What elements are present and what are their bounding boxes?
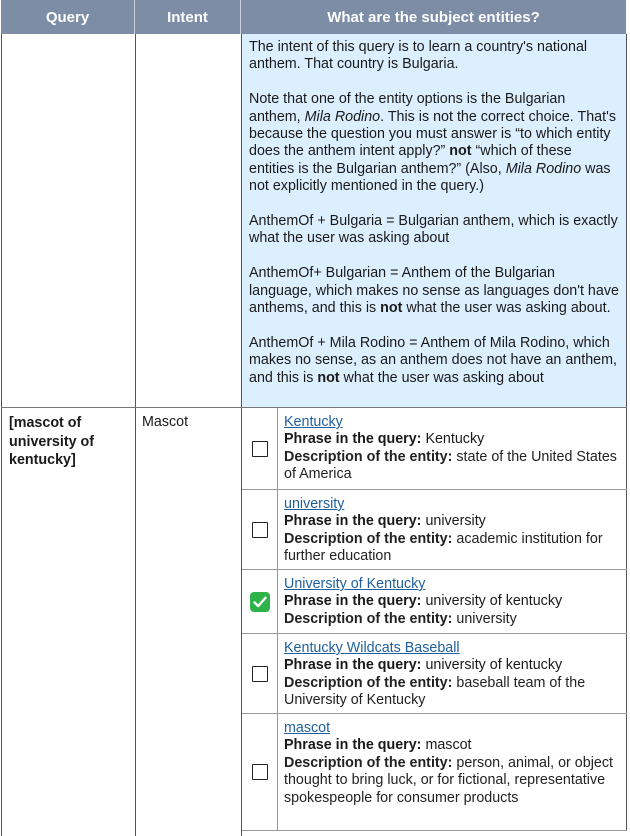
column-header-subject-entities: What are the subject entities? <box>241 0 626 34</box>
entity-row <box>242 570 626 634</box>
grid-line <box>242 569 627 570</box>
entity-link[interactable]: University of Kentucky <box>284 576 426 592</box>
entity-link[interactable]: Kentucky <box>284 414 343 430</box>
entity-description: Description of the entity: state of the United States of America <box>284 448 617 483</box>
explanation-paragraph-bulgaria: AnthemOf + Bulgaria = Bulgarian anthem, which is exactly what the user was asking about <box>249 213 618 247</box>
grid-line <box>135 34 136 836</box>
grid-line <box>241 34 242 836</box>
query-text: [mascot of university of kentucky] <box>9 415 95 468</box>
explanation-paragraph-bulgarian: AnthemOf+ Bulgarian = Anthem of the Bulgarian language, which makes no sense as languages don't have anthems, and this is not what the user was asking about. <box>249 265 619 317</box>
column-header-query: Query <box>1 0 135 34</box>
entity-link[interactable]: university <box>284 496 345 512</box>
entity-row <box>242 714 626 830</box>
entity-row <box>242 408 626 490</box>
entity-phrase: Phrase in the query: Kentucky <box>284 431 485 448</box>
grid-line <box>1 34 2 836</box>
entity-description: Description of the entity: university <box>284 610 517 627</box>
entity-checkbox[interactable] <box>252 666 268 682</box>
grid-line <box>242 633 627 634</box>
entity-description: Description of the entity: baseball team of the University of Kentucky <box>284 674 586 709</box>
entity-link[interactable]: mascot <box>284 720 331 736</box>
entity-phrase: Phrase in the query: university of kentucky <box>284 657 563 674</box>
explanation-paragraph-note: Note that one of the entity options is the Bulgarian anthem, Mila Rodino. This is not the correct choice. That's because the question you must answer is “to which entity does the anthem intent apply?” not “which of these entities is the Bulgarian anthem?” (Also, Mila Rodino was not explicitly mentioned in the query.) <box>249 91 616 195</box>
entity-checkbox[interactable] <box>252 441 268 457</box>
grid-line <box>242 489 627 490</box>
explanation-cell <box>242 34 626 407</box>
entity-description: Description of the entity: academic institution for further education <box>284 530 603 565</box>
intent-text: Mascot <box>142 414 189 430</box>
entity-phrase: Phrase in the query: mascot <box>284 737 472 754</box>
grid-line <box>242 830 627 831</box>
entity-checkbox[interactable] <box>252 522 268 538</box>
entity-link[interactable]: Kentucky Wildcats Baseball <box>284 640 460 656</box>
explanation-paragraph-intent: The intent of this query is to learn a country's national anthem. That country is Bulgaria. <box>249 39 588 73</box>
entity-row <box>242 490 626 570</box>
explanation-paragraph-mila-rodino: AnthemOf + Mila Rodino = Anthem of Mila Rodino, which makes no sense, as an anthem does not have an anthem, and this is not what the user was asking about <box>249 334 617 386</box>
entity-phrase: Phrase in the query: university <box>284 513 486 530</box>
entity-phrase: Phrase in the query: university of kentucky <box>284 593 563 610</box>
grid-line <box>242 713 627 714</box>
grid-line <box>1 407 627 408</box>
entity-checkbox[interactable] <box>252 764 268 780</box>
check-mark-icon[interactable] <box>250 592 270 612</box>
column-header-intent: Intent <box>135 0 241 34</box>
grid-line <box>626 34 627 831</box>
entity-description: Description of the entity: person, animal, or object thought to bring luck, or for fictional, representative spokespeople for consumer products <box>284 754 613 806</box>
entity-row <box>242 634 626 714</box>
